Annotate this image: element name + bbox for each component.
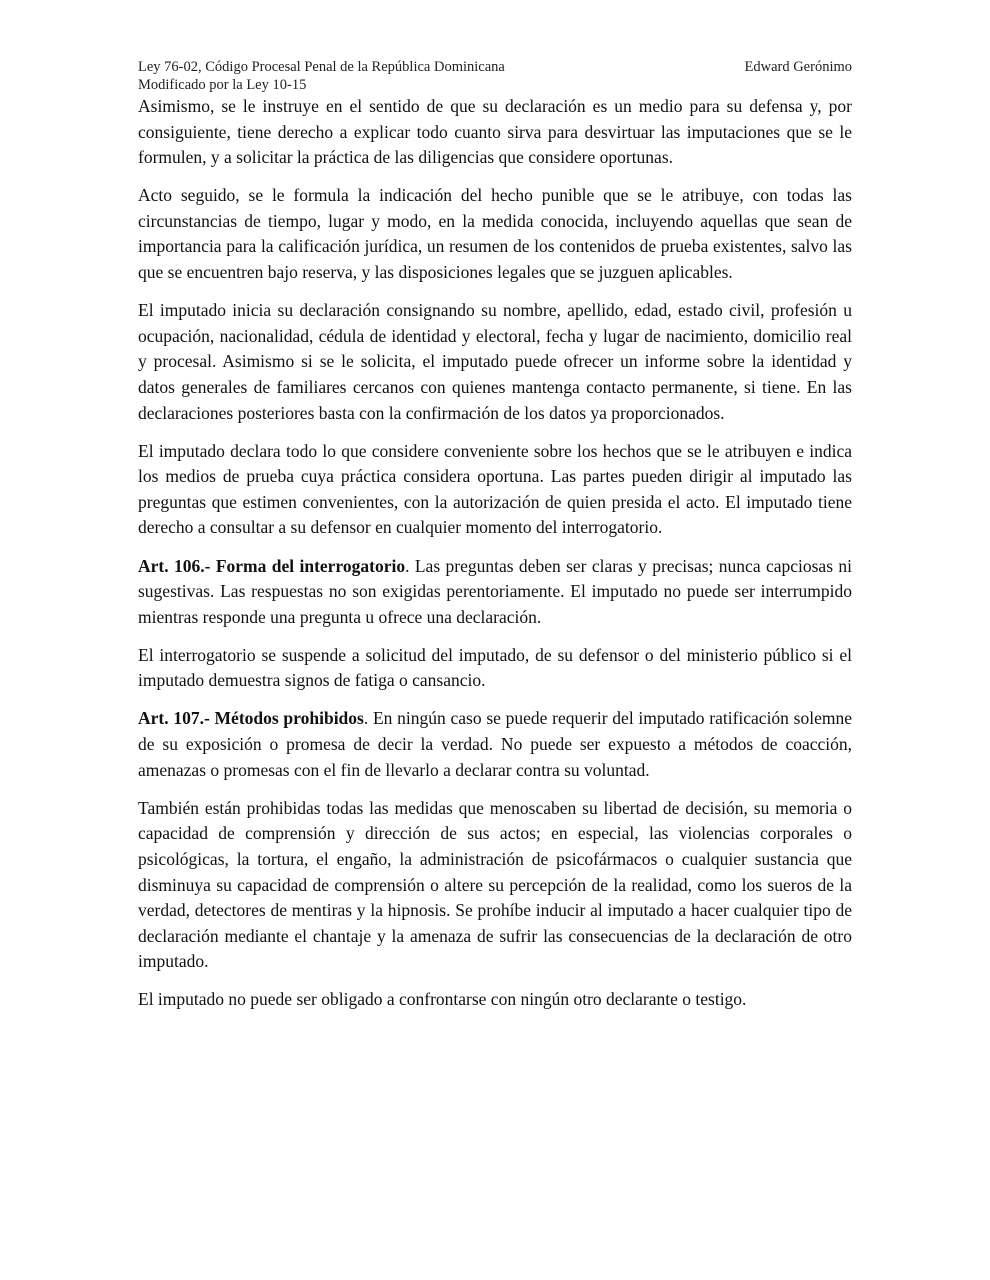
header-title-line2: Modificado por la Ley 10-15 bbox=[138, 77, 307, 93]
header-title bbox=[138, 58, 505, 94]
page-header bbox=[138, 56, 852, 94]
article-106-title: Art. 106.- Forma del interrogatorio bbox=[138, 555, 406, 576]
article-106-text: . Las preguntas deben ser claras y precisas; nunca capciosas ni sugestivas. Las respuestas no son exigidas perentoriamente. El imputado no puede ser interrumpido mientras responde una pregunta u ofrece una declaración. bbox=[138, 555, 853, 627]
paragraph: El imputado inicia su declaración consignando su nombre, apellido, edad, estado civil, profesión u ocupación, nacionalidad, cédula de identidad y electoral, fecha y lugar de nacimiento, domicilio real y procesal. Asimismo si se le solicita, el imputado puede ofrecer un informe sobre la identidad y datos generales de familiares cercanos con quienes mantenga contacto permanente, si tiene. En las declaraciones posteriores basta con la confirmación de los datos ya proporcionados. bbox=[138, 300, 852, 423]
document-page bbox=[138, 56, 852, 1026]
document-body bbox=[138, 94, 852, 1013]
paragraph: El interrogatorio se suspende a solicitud del imputado, de su defensor o del ministerio público si el imputado demuestra signos de fatiga o cansancio. bbox=[138, 644, 852, 691]
paragraph: También están prohibidas todas las medidas que menoscaben su libertad de decisión, su memoria o capacidad de comprensión y dirección de sus actos; en especial, las violencias corporales o psicológicas, la tortura, el engaño, la administración de psicofármacos o cualquier sustancia que disminuya su capacidad de comprensión o altere su percepción de la realidad, como los sueros de la verdad, detectores de mentiras y la hipnosis. Se prohíbe inducir al imputado a hacer cualquier tipo de declaración mediante el chantaje y la amenaza de sufrir las consecuencias de la declaración de otro imputado. bbox=[138, 797, 852, 972]
paragraph: Asimismo, se le instruye en el sentido de que su declaración es un medio para su defensa y, por consiguiente, tiene derecho a explicar todo cuanto sirva para desvirtuar las imputaciones que se le formulen, y a solicitar la práctica de las diligencias que considere oportunas. bbox=[138, 96, 852, 168]
header-title-line1: Ley 76-02, Código Procesal Penal de la República Dominicana bbox=[138, 59, 505, 75]
article-107-text: . En ningún caso se puede requerir del imputado ratificación solemne de su exposición o promesa de decir la verdad. No puede ser expuesto a métodos de coacción, amenazas o promesas con el fin de llevarlo a declarar contra su voluntad. bbox=[138, 708, 852, 780]
header-author: Edward Gerónimo bbox=[744, 59, 852, 75]
paragraph: Acto seguido, se le formula la indicación del hecho punible que se le atribuye, con todas las circunstancias de tiempo, lugar y modo, en la medida conocida, incluyendo aquellas que sean de importancia para la calificación jurídica, un resumen de los contenidos de prueba existentes, salvo las que se encuentren bajo reserva, y las disposiciones legales que se juzguen aplicables. bbox=[138, 185, 852, 283]
paragraph: El imputado declara todo lo que considere conveniente sobre los hechos que se le atribuyen e indica los medios de prueba cuya práctica considera oportuna. Las partes pueden dirigir al imputado las preguntas que estimen convenientes, con la autorización de quien presida el acto. El imputado tiene derecho a consultar a su defensor en cualquier momento del interrogatorio. bbox=[138, 440, 852, 538]
paragraph: El imputado no puede ser obligado a confrontarse con ningún otro declarante o testigo. bbox=[138, 989, 747, 1010]
article-107 bbox=[138, 706, 852, 783]
article-106 bbox=[138, 554, 852, 631]
article-107-title: Art. 107.- Métodos prohibidos bbox=[138, 708, 364, 729]
